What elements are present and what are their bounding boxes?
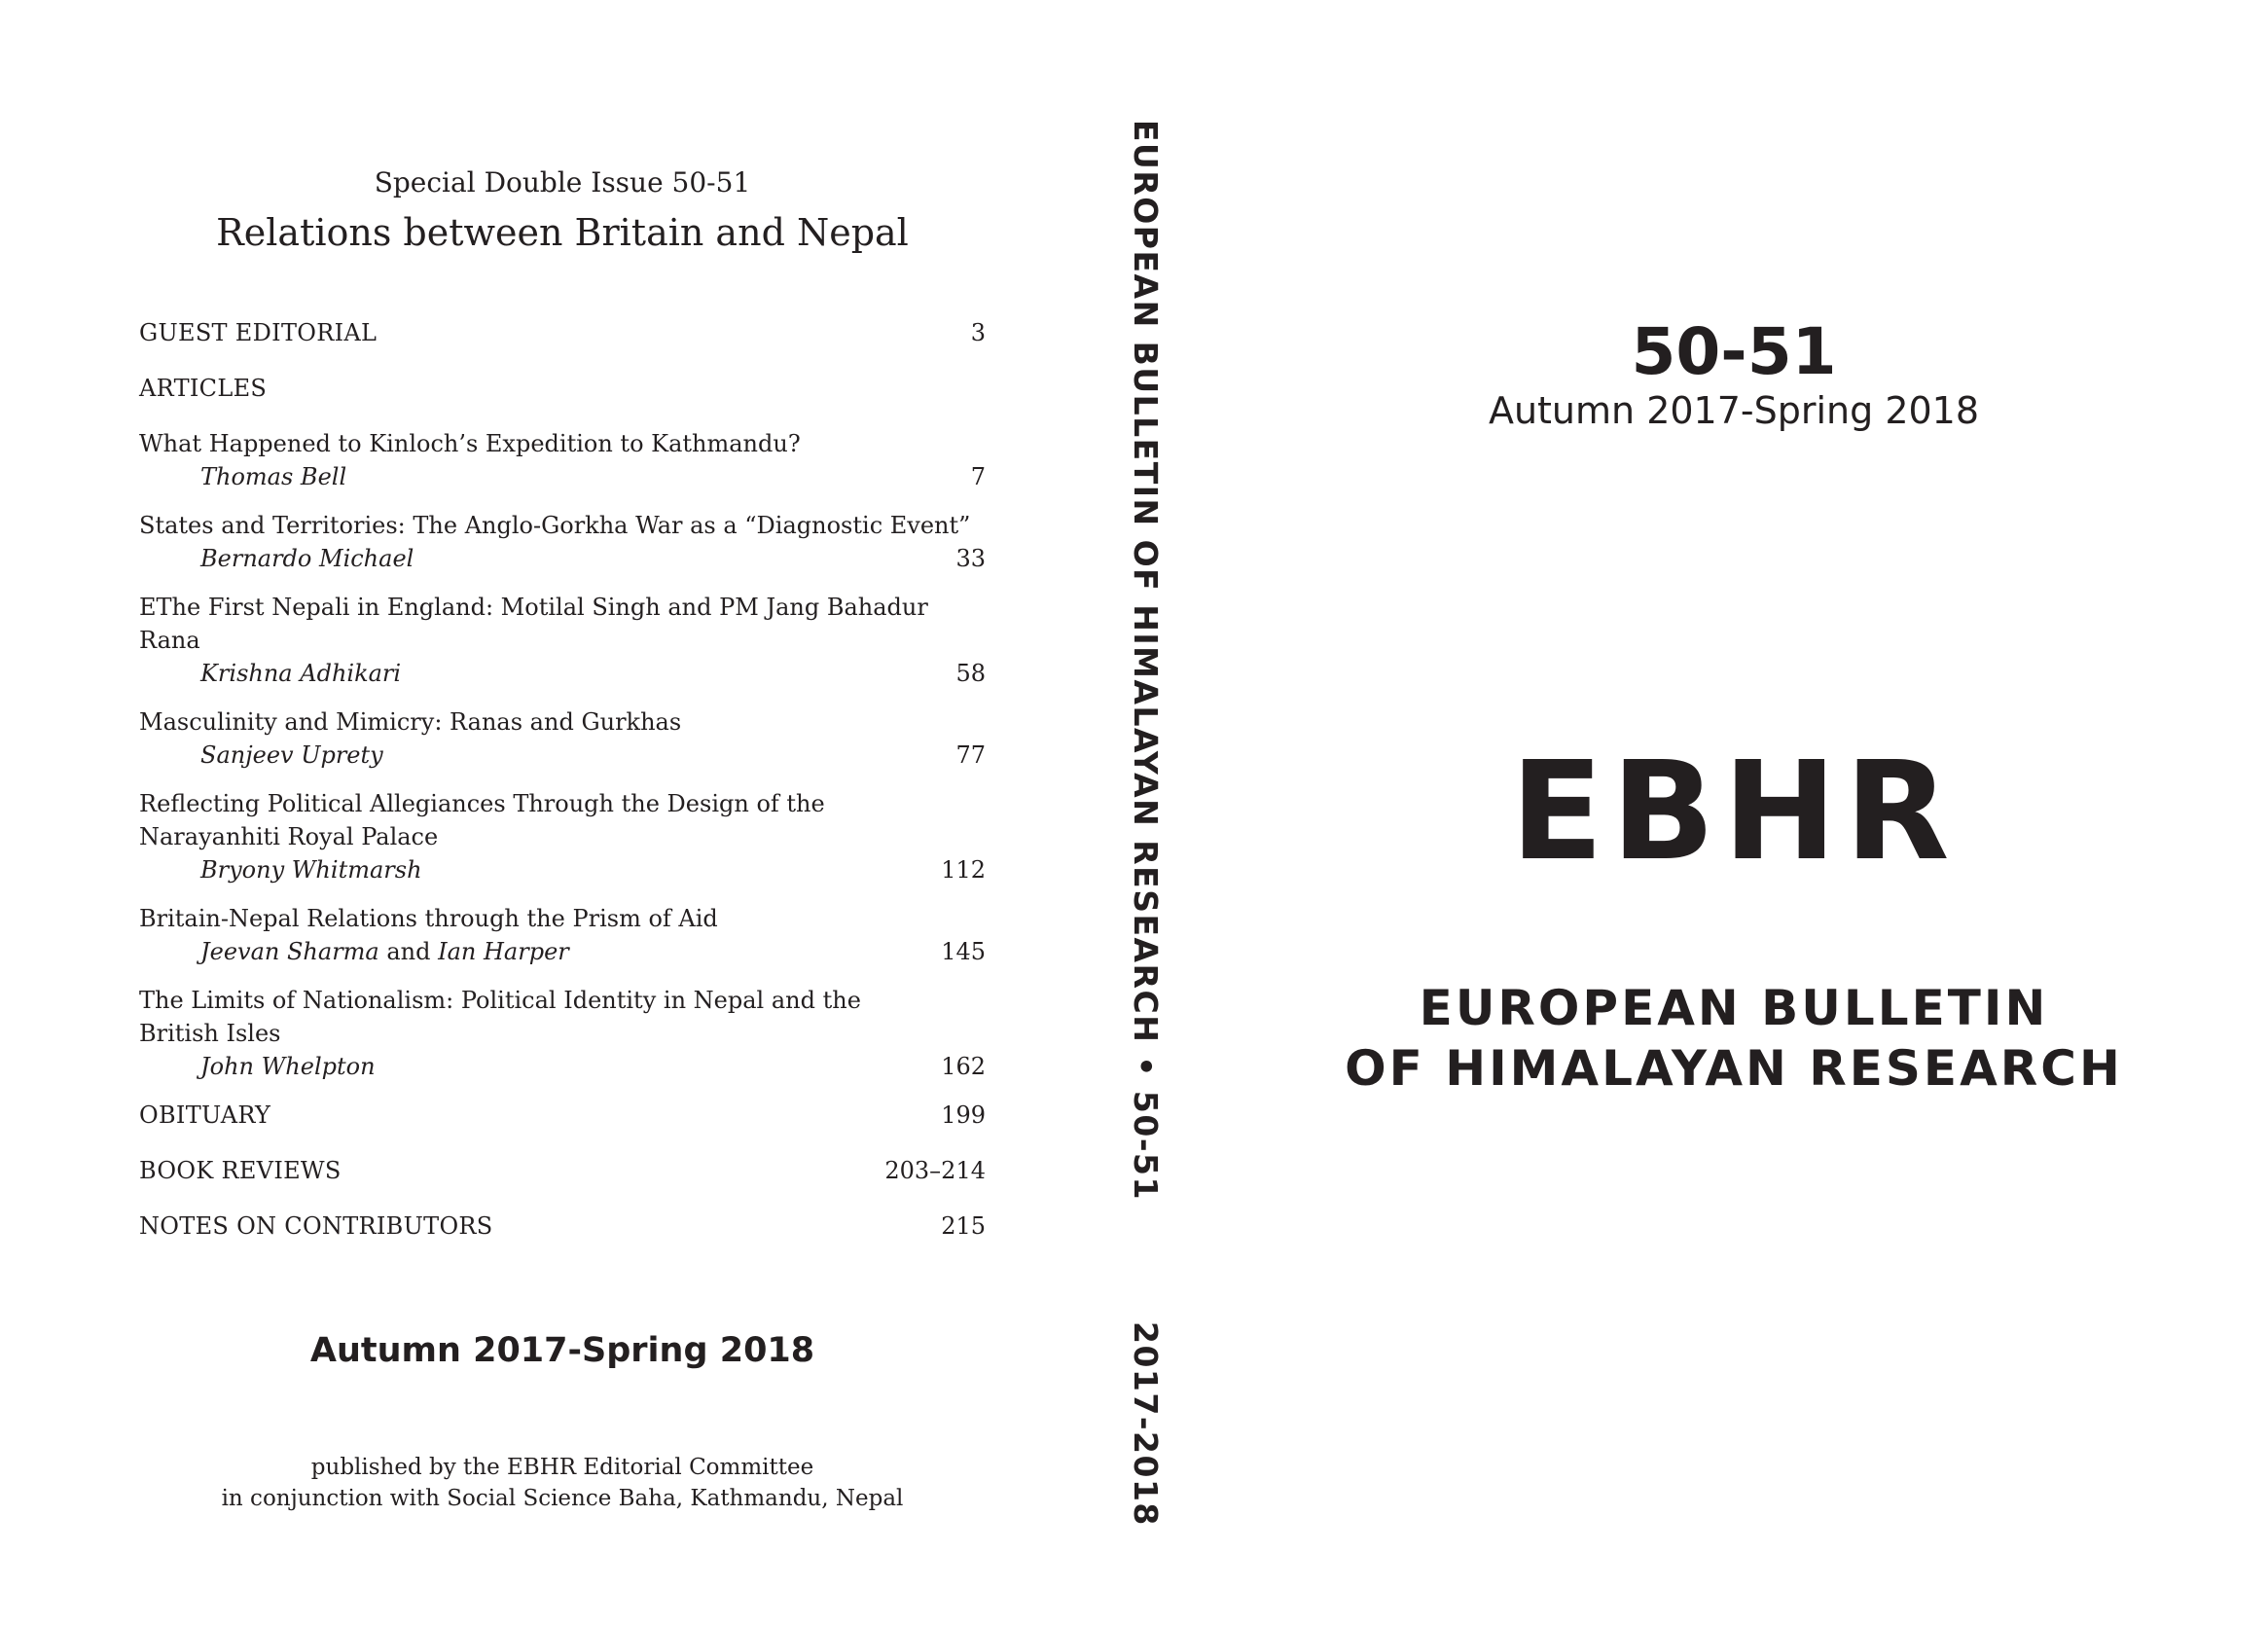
toc-article bbox=[139, 902, 986, 968]
toc-author-line bbox=[139, 1050, 986, 1083]
toc-article bbox=[139, 591, 986, 690]
spine-title: EUROPEAN BULLETIN OF HIMALAYAN RESEARCH • 50-51 bbox=[1127, 120, 1165, 1201]
toc-articles-heading bbox=[139, 372, 986, 405]
toc-article-title: States and Territories: The Anglo-Gorkha War as a “Diagnostic Event” bbox=[139, 512, 971, 539]
toc-author: Krishna Adhikari bbox=[200, 660, 402, 687]
toc-page-number: 112 bbox=[941, 856, 986, 884]
toc-article-title: What Happened to Kinloch’s Expedition to Kathmandu? bbox=[139, 430, 801, 457]
toc-article-title: Narayanhiti Royal Palace bbox=[139, 823, 439, 850]
toc-page-number: 215 bbox=[941, 1212, 986, 1240]
publisher-line: published by the EBHR Editorial Committee bbox=[310, 1455, 814, 1480]
toc-article-title: EThe First Nepali in England: Motilal Singh and PM Jang Bahadur Rana bbox=[139, 594, 928, 654]
toc-article bbox=[139, 984, 986, 1083]
toc-author: Sanjeev Uprety bbox=[200, 741, 383, 769]
toc-page-number: 199 bbox=[941, 1101, 986, 1129]
toc-article bbox=[139, 509, 986, 575]
toc-page-number: 7 bbox=[970, 463, 986, 490]
journal-name-line: OF HIMALAYAN RESEARCH bbox=[1345, 1040, 2123, 1097]
toc-author: John Whelpton bbox=[200, 1053, 376, 1080]
toc-author-line bbox=[139, 853, 986, 886]
toc-author: Ian Harper bbox=[438, 938, 569, 965]
toc-author-line bbox=[139, 657, 986, 690]
toc-page-number: 58 bbox=[955, 660, 986, 687]
toc-article-title: Reflecting Political Allegiances Through the Design of the bbox=[139, 790, 825, 817]
toc-page-number: 3 bbox=[970, 319, 986, 346]
issue-number: 50-51 bbox=[1631, 314, 1837, 389]
toc-authors bbox=[200, 739, 383, 772]
toc-authors bbox=[200, 657, 401, 690]
toc-author-line bbox=[139, 935, 986, 968]
toc-author: Bernardo Michael bbox=[200, 545, 414, 572]
issue-subtitle: Special Double Issue 50-51 bbox=[374, 166, 751, 199]
toc-article bbox=[139, 787, 986, 886]
toc-authors bbox=[200, 935, 569, 968]
toc-article-title: Britain-Nepal Relations through the Prism of Aid bbox=[139, 905, 718, 932]
back-season: Autumn 2017-Spring 2018 bbox=[309, 1331, 815, 1370]
publisher-line: in conjunction with Social Science Baha, Kathmandu, Nepal bbox=[221, 1486, 904, 1511]
table-of-contents bbox=[139, 316, 986, 1265]
journal-full-name bbox=[1265, 978, 2203, 1099]
toc-article bbox=[139, 705, 986, 772]
toc-page-number: 145 bbox=[941, 938, 986, 965]
toc-author-conjunction: and bbox=[378, 938, 439, 965]
spine bbox=[1090, 0, 1206, 1625]
journal-name-line: EUROPEAN BULLETIN bbox=[1419, 980, 2049, 1036]
toc-author: Jeevan Sharma bbox=[200, 938, 379, 965]
toc-book-reviews bbox=[139, 1154, 986, 1187]
toc-author-line bbox=[139, 739, 986, 772]
journal-acronym: EBHR bbox=[1510, 733, 1958, 891]
toc-author: Bryony Whitmarsh bbox=[200, 856, 422, 884]
toc-notes-on-contributors bbox=[139, 1210, 986, 1243]
toc-page-number: 33 bbox=[955, 545, 986, 572]
toc-article bbox=[139, 427, 986, 493]
toc-article-title: British Isles bbox=[139, 1020, 281, 1047]
toc-author: Thomas Bell bbox=[200, 463, 347, 490]
toc-authors bbox=[200, 460, 346, 493]
toc-section-label: OBITUARY bbox=[139, 1101, 271, 1129]
toc-article-list bbox=[139, 427, 986, 1083]
toc-section-label: GUEST EDITORIAL bbox=[139, 319, 378, 346]
toc-section-label: ARTICLES bbox=[139, 375, 268, 402]
toc-page-number: 203–214 bbox=[884, 1157, 986, 1184]
toc-article-title: Masculinity and Mimicry: Ranas and Gurkhas bbox=[139, 708, 682, 736]
toc-author-line bbox=[139, 542, 986, 575]
toc-authors bbox=[200, 542, 414, 575]
toc-authors bbox=[200, 853, 422, 886]
toc-section-label: BOOK REVIEWS bbox=[139, 1157, 342, 1184]
toc-obituary bbox=[139, 1099, 986, 1132]
back-cover bbox=[0, 0, 1099, 1625]
toc-section-label: NOTES ON CONTRIBUTORS bbox=[139, 1212, 493, 1240]
toc-article-title: The Limits of Nationalism: Political Identity in Nepal and the bbox=[139, 987, 861, 1014]
publisher-note bbox=[139, 1452, 986, 1514]
toc-guest-editorial bbox=[139, 316, 986, 349]
toc-author-line bbox=[139, 460, 986, 493]
issue-title: Relations between Britain and Nepal bbox=[216, 211, 909, 254]
spine-years: 2017-2018 bbox=[1127, 1321, 1165, 1527]
toc-page-number: 77 bbox=[955, 741, 986, 769]
front-season: Autumn 2017-Spring 2018 bbox=[1488, 389, 1980, 432]
toc-authors bbox=[200, 1050, 376, 1083]
toc-page-number: 162 bbox=[941, 1053, 986, 1080]
front-cover bbox=[1265, 0, 2268, 1625]
